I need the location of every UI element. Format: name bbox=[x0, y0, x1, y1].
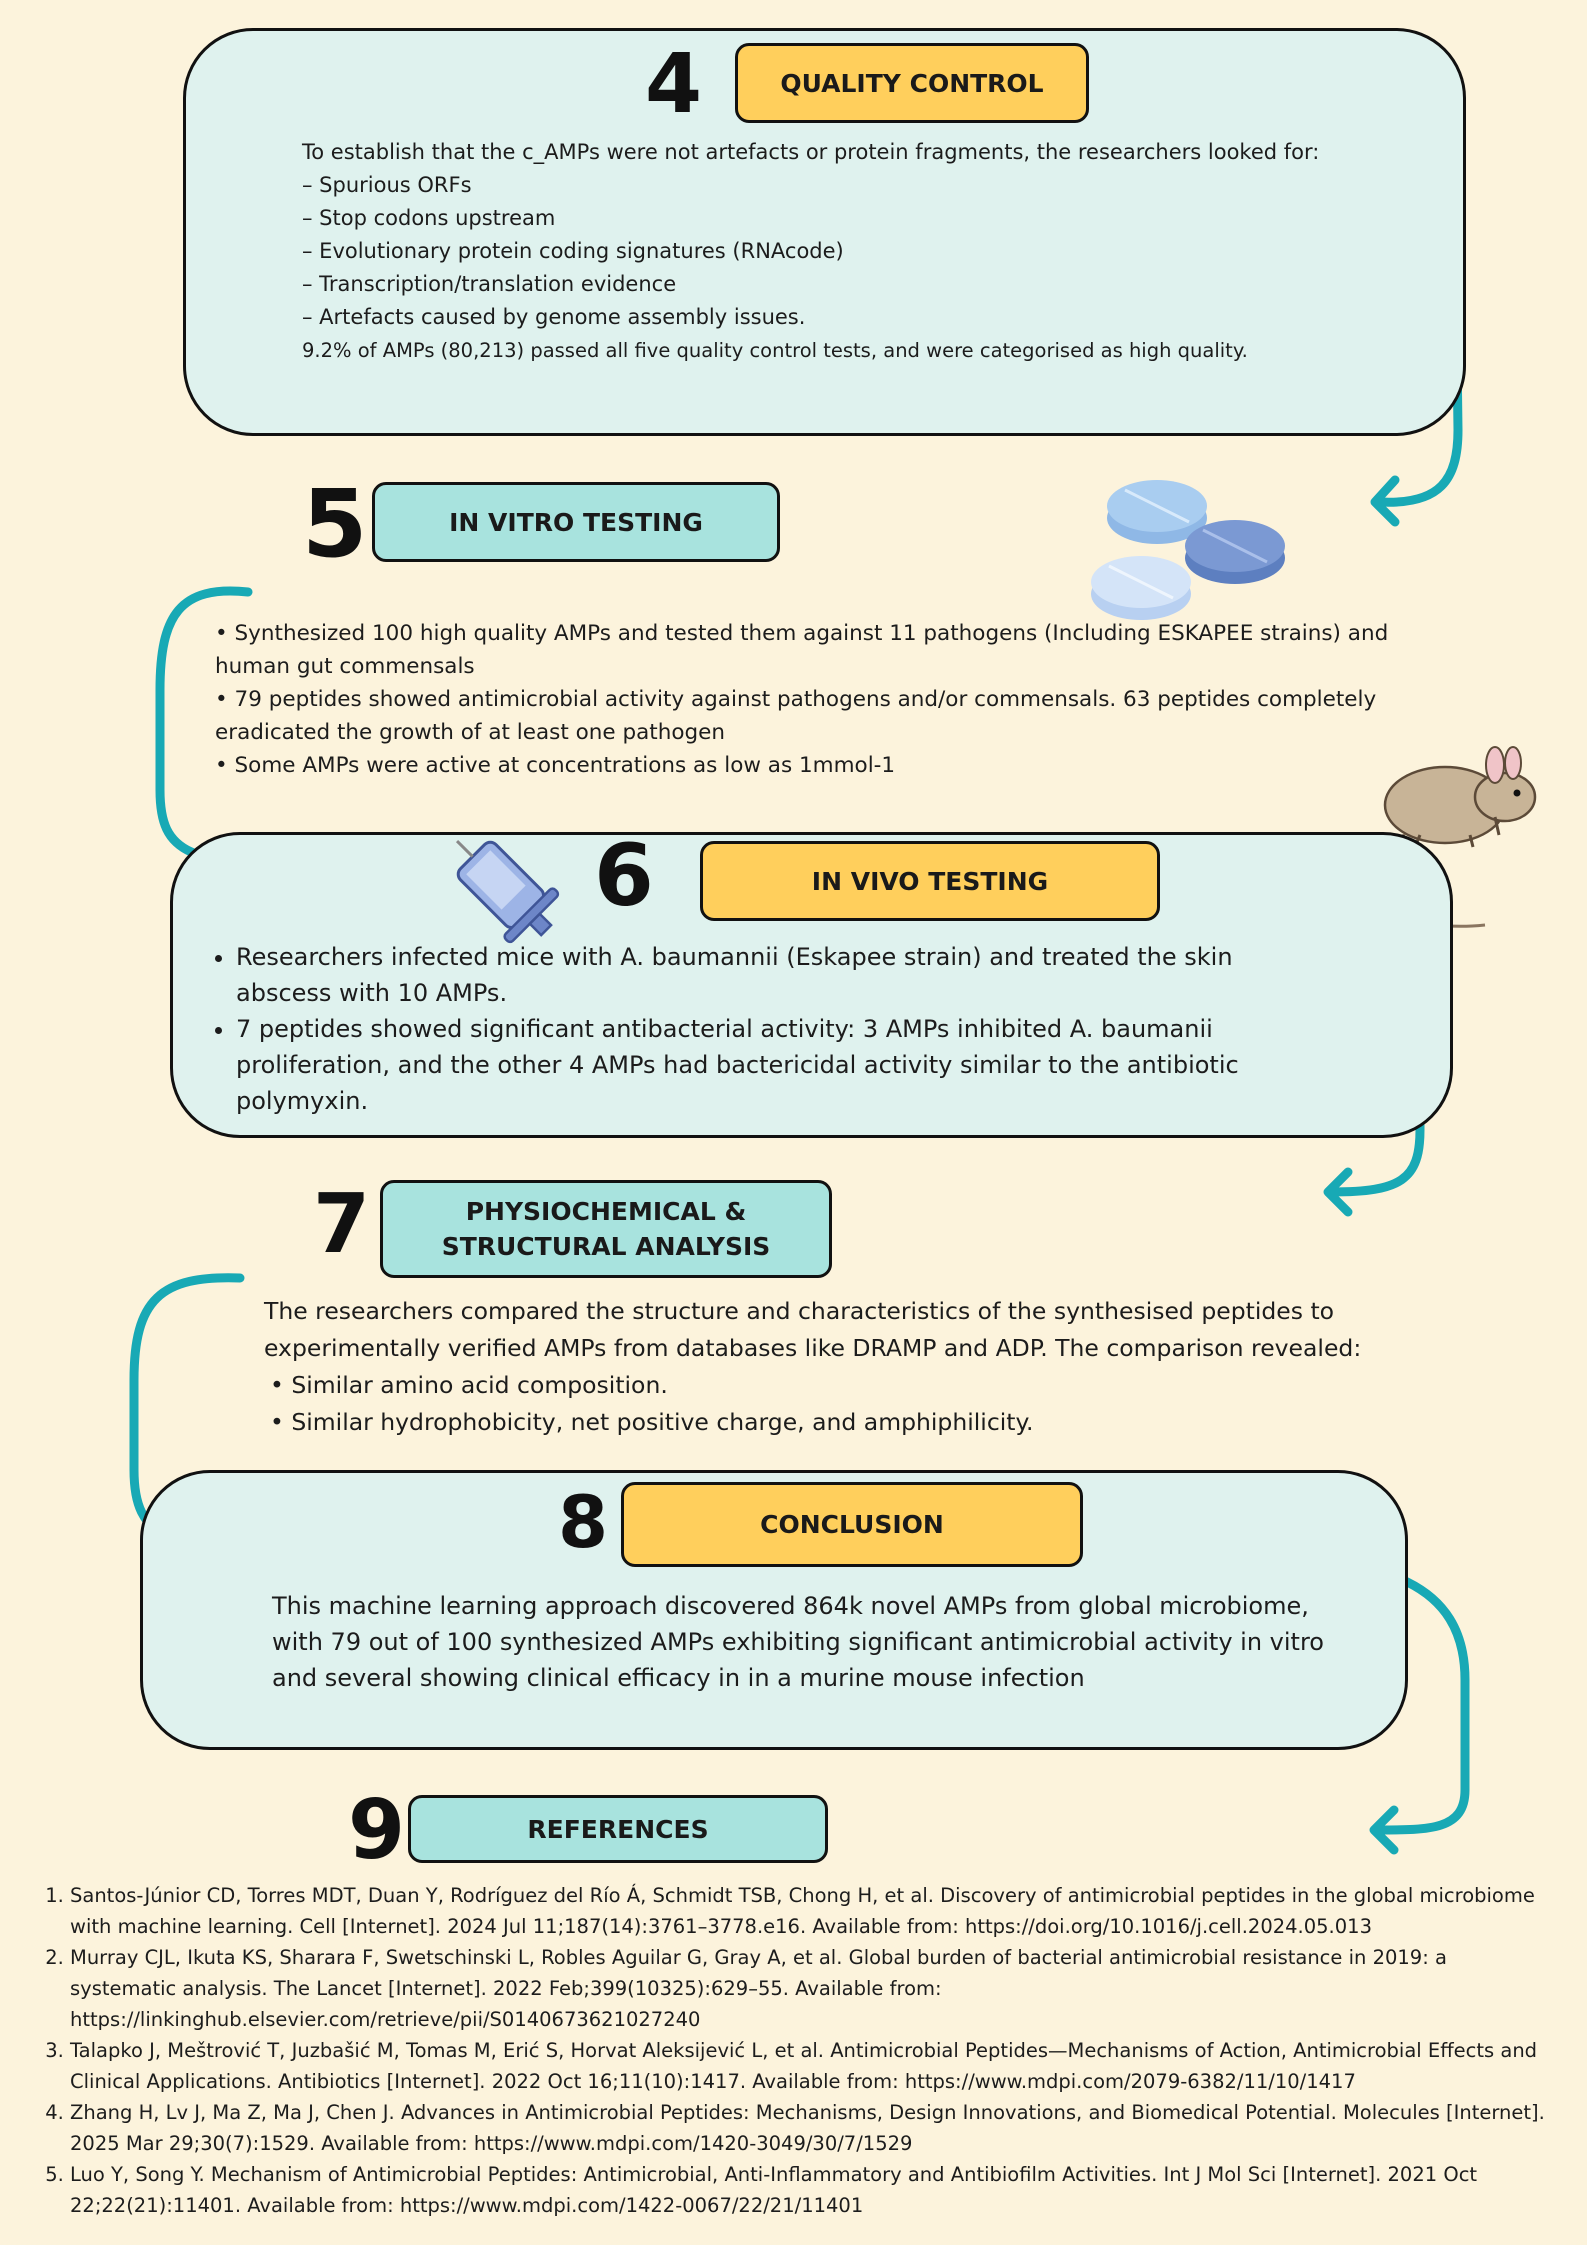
qc-summary: 9.2% of AMPs (80,213) passed all five quality control tests, and were categorised as high quality. bbox=[302, 339, 1248, 362]
section-number-5: 5 bbox=[302, 470, 366, 579]
quality-control-title: QUALITY CONTROL bbox=[735, 43, 1089, 123]
pills-icon bbox=[1085, 468, 1295, 628]
in-vivo-title: IN VIVO TESTING bbox=[700, 841, 1160, 921]
physiochemical-title-line1: PHYSIOCHEMICAL & bbox=[465, 1197, 747, 1226]
qc-item: – Artefacts caused by genome assembly issues. bbox=[302, 305, 806, 329]
in-vitro-item: • 79 peptides showed antimicrobial activity against pathogens and/or commensals. 63 peptides completely eradicated the growth of at least one pathogen bbox=[215, 687, 1377, 745]
quality-control-intro: To establish that the c_AMPs were not artefacts or protein fragments, the researchers looked for: bbox=[302, 140, 1320, 164]
quality-control-text bbox=[302, 136, 1322, 367]
in-vivo-text bbox=[198, 939, 1258, 1119]
section-number-8: 8 bbox=[558, 1480, 607, 1564]
in-vitro-text bbox=[215, 617, 1470, 782]
references-title: REFERENCES bbox=[408, 1795, 828, 1863]
in-vivo-item: • 7 peptides showed significant antibacterial activity: 3 AMPs inhibited A. baumanii proliferation, and the other 4 AMPs had bactericidal activity similar to the antibiotic polymyxin. bbox=[236, 1011, 1258, 1119]
conclusion-text bbox=[272, 1588, 1362, 1696]
in-vitro-item: • Synthesized 100 high quality AMPs and tested them against 11 pathogens (Including ESKAPEE strains) and human gut commensals bbox=[215, 621, 1389, 679]
in-vitro-title: IN VITRO TESTING bbox=[372, 482, 780, 562]
reference-item: 4. Zhang H, Lv J, Ma Z, Ma J, Chen J. Advances in Antimicrobial Peptides: Mechanisms, Design Innovations, and Biomedical Potential. Molecules [Internet]. 2025 Mar 29;30(7):1529. Available from: https://www.mdpi.com/1420-3049/30/7/1529 bbox=[70, 2097, 1558, 2159]
conclusion-title: CONCLUSION bbox=[621, 1482, 1083, 1567]
qc-item: – Spurious ORFs bbox=[302, 173, 472, 197]
references-list bbox=[48, 1880, 1558, 2221]
qc-item: – Transcription/translation evidence bbox=[302, 272, 677, 296]
syringe-icon bbox=[438, 822, 568, 952]
physiochemical-item: • Similar amino acid composition. bbox=[270, 1371, 668, 1399]
reference-item: 1. Santos-Júnior CD, Torres MDT, Duan Y, Rodríguez del Río Á, Schmidt TSB, Chong H, et al. Discovery of antimicrobial peptides in the global microbiome with machine learning. Cell [Internet]. 2024 Jul 11;187(14):3761–3778.e16. Available from: https://doi.org/10.1016/j.cell.2024.05.013 bbox=[70, 1880, 1558, 1942]
conclusion-body: This machine learning approach discovered 864k novel AMPs from global microbiome, with 79 out of 100 synthesized AMPs exhibiting significant antimicrobial activity in vitro and several showing clinical efficacy in in a murine mouse infection bbox=[272, 1592, 1324, 1692]
physiochemical-intro: The researchers compared the structure and characteristics of the synthesised peptides to experimentally verified AMPs from databases like DRAMP and ADP. The comparison revealed: bbox=[264, 1297, 1362, 1362]
qc-item: – Stop codons upstream bbox=[302, 206, 556, 230]
physiochemical-title-line2: STRUCTURAL ANALYSIS bbox=[441, 1232, 771, 1261]
physiochemical-item: • Similar hydrophobicity, net positive charge, and amphiphilicity. bbox=[270, 1408, 1034, 1436]
section-number-7: 7 bbox=[313, 1177, 369, 1272]
reference-item: 2. Murray CJL, Ikuta KS, Sharara F, Swetschinski L, Robles Aguilar G, Gray A, et al. Global burden of bacterial antimicrobial resistance in 2019: a systematic analysis. The Lancet [Internet]. 2022 Feb;399(10325):629–55. Available from: https://linkinghub.elsevier.com/retrieve/pii/S0140673621027240 bbox=[70, 1942, 1558, 2035]
reference-item: 3. Talapko J, Meštrović T, Juzbašić M, Tomas M, Erić S, Horvat Aleksijević L, et al. Antimicrobial Peptides—Mechanisms of Action, Antimicrobial Effects and Clinical Applications. Antibiotics [Internet]. 2022 Oct 16;11(10):1417. Available from: https://www.mdpi.com/2079-6382/11/10/1417 bbox=[70, 2035, 1558, 2097]
qc-item: – Evolutionary protein coding signatures (RNAcode) bbox=[302, 239, 844, 263]
reference-item: 5. Luo Y, Song Y. Mechanism of Antimicrobial Peptides: Antimicrobial, Anti-Inflammatory and Antibiofilm Activities. Int J Mol Sci [Internet]. 2021 Oct 22;22(21):11401. Available from: https://www.mdpi.com/1422-0067/22/21/11401 bbox=[70, 2159, 1558, 2221]
section-number-4: 4 bbox=[645, 37, 701, 132]
section-number-6: 6 bbox=[594, 826, 652, 926]
physiochemical-title bbox=[380, 1180, 832, 1278]
in-vivo-item: • Researchers infected mice with A. baumannii (Eskapee strain) and treated the skin abscess with 10 AMPs. bbox=[236, 939, 1258, 1011]
section-number-9: 9 bbox=[348, 1783, 404, 1878]
physiochemical-text bbox=[264, 1293, 1444, 1441]
in-vitro-item: • Some AMPs were active at concentrations as low as 1mmol-1 bbox=[215, 753, 896, 778]
